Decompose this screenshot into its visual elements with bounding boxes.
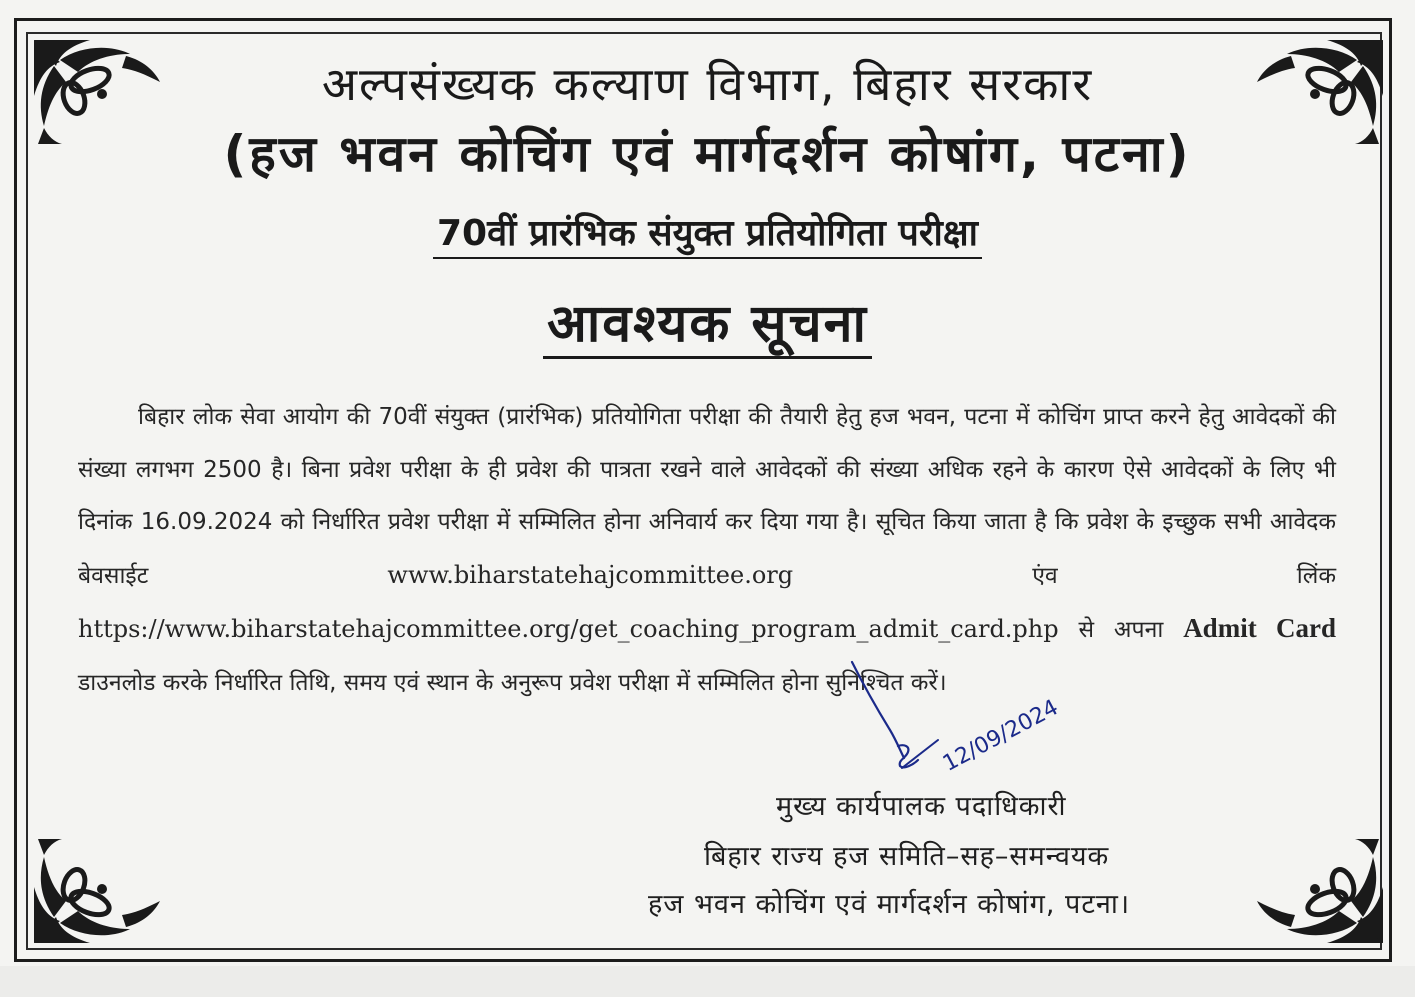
and-link-text: एंव लिंक [793, 562, 1336, 589]
exam-heading [0, 207, 1415, 256]
corner-ornament-bottom-left [30, 837, 170, 947]
admit-card-url[interactable]: https://www.biharstatehajcommittee.org/get_coaching_program_admit_card.php [78, 615, 1059, 643]
signatory-cell: हज भवन कोचिंग एवं मार्गदर्शन कोषांग, पटना। [648, 889, 1131, 920]
coaching-cell-title: (हज भवन कोचिंग एवं मार्गदर्शन कोषांग, पटना) [223, 125, 1192, 183]
signatory-designation: मुख्य कार्यपालक पदाधिकारी [776, 791, 1067, 822]
from-yours-text: से अपना [1058, 617, 1184, 643]
corner-ornament-bottom-right [1247, 837, 1387, 947]
notice-heading [0, 286, 1415, 357]
signatory-committee: बिहार राज्य हज समिति–सह–समन्वयक [704, 841, 1110, 872]
notice-closing-text: डाउनलोड करके निर्धारित तिथि, समय एवं स्थान के अनुरूप प्रवेश परीक्षा में सम्मिलित होना सुनिश्चित करें। [78, 669, 947, 696]
department-title: अल्पसंख्यक कल्याण विभाग, बिहार सरकार [321, 57, 1094, 111]
notice-body [78, 391, 1336, 709]
notice-heading-text: आवश्यक सूचना [543, 294, 872, 359]
notice-intro-text: बिहार लोक सेवा आयोग की 70वीं संयुक्त (प्रारंभिक) प्रतियोगिता परीक्षा की तैयारी हेतु हज भवन, पटना में कोचिंग प्राप्त करने हेतु आवेदकों की संख्या लगभग 2500 है। बिना प्रवेश परीक्षा के ही प्रवेश की पात्रता रखने वाले आवेदकों की संख्या अधिक रहने के कारण ऐसे आवेदकों के लिए भी दिनांक 16.09.2024 को निर्धारित प्रवेश परीक्षा में सम्मिलित होना अनिवार्य कर दिया गया है। सूचित किया जाता है कि प्रवेश के इच्छुक सभी आवेदक बेवसाईट [78, 404, 1336, 589]
admit-card-label: Admit Card [1183, 613, 1337, 643]
website-link[interactable]: www.biharstatehajcommittee.org [387, 560, 794, 589]
handwritten-signature [838, 660, 1078, 780]
handwritten-date [939, 695, 1063, 777]
svg-text:12/09/2024: 12/09/2024 [938, 695, 1063, 777]
paper-bottom-edge [0, 966, 1415, 997]
exam-heading-text: 70वीं प्रारंभिक संयुक्त प्रतियोगिता परीक्षा [433, 213, 982, 259]
